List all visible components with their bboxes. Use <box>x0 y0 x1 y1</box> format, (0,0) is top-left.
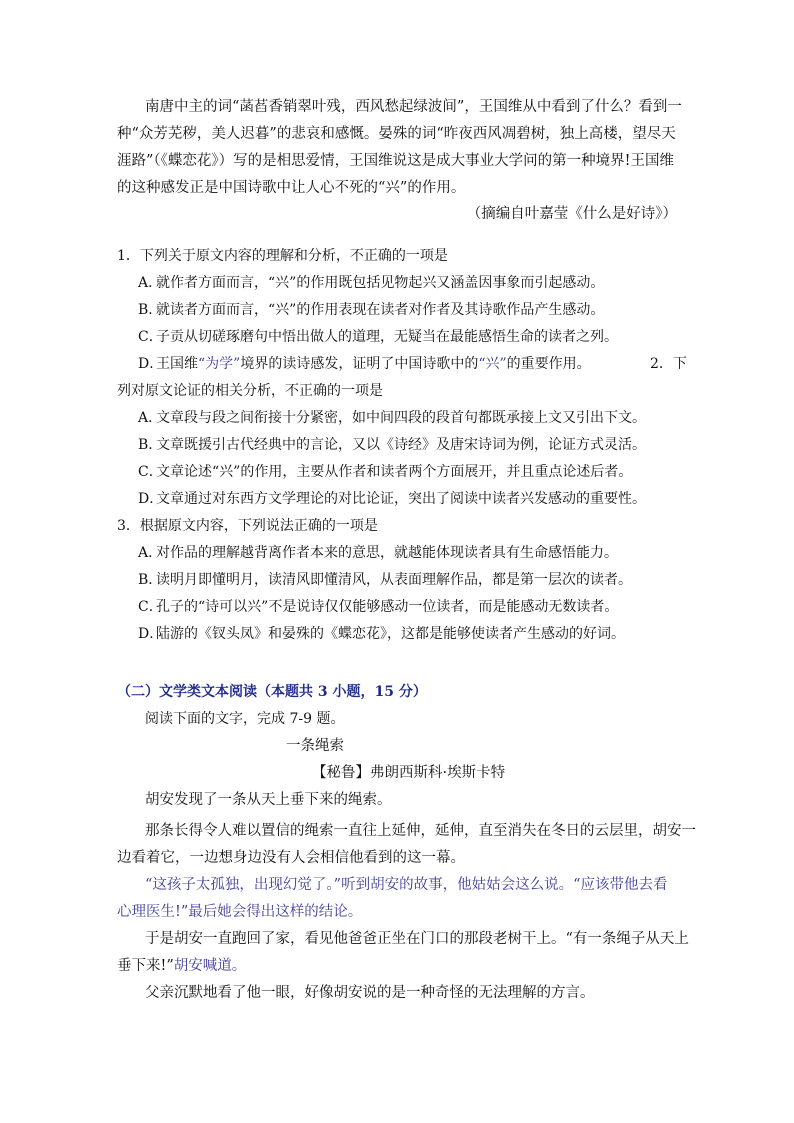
option-text: 就读者方面而言，“兴”的作用表现在读者对作者及其诗歌作品产生感动。 <box>156 302 605 318</box>
story-quote: 垂下来!” <box>117 958 174 974</box>
q1-option-a <box>138 270 683 297</box>
option-letter: A． <box>138 545 163 561</box>
story-speaker: 胡安喊道。 <box>173 958 247 974</box>
story-paragraph-4-line-2 <box>117 953 246 980</box>
option-text: 文章通过对东西方文学理论的对比论证，突出了阅读中读者兴发感动的重要性。 <box>156 491 646 507</box>
story-paragraph-3-line-1: “这孩子太孤独，出现幻觉了。”听到胡安的故事，他姑姑会这么说。“应该带他去看 <box>145 877 668 893</box>
section-instruction: 阅读下面的文字，完成 7-9 题。 <box>145 711 345 727</box>
option-text: 的重要作用。 <box>506 356 591 372</box>
option-text: 王国维 <box>156 356 198 372</box>
story-title: 一条绳索 <box>286 738 344 754</box>
option-text: 文章段与段之间衔接十分紧密，如中间四段的段首句都既承接上文又引出下文。 <box>156 410 646 426</box>
q3-option-b <box>138 567 683 594</box>
passage-line-1: 南唐中主的词“菡萏香销翠叶残，西风愁起绿波间”，王国维从中看到了什么？看到一 <box>145 99 682 115</box>
option-letter: D． <box>138 626 164 642</box>
option-text-quote: “兴” <box>478 356 507 372</box>
passage-line-2: 种“众芳芜秽，美人迟暮”的悲哀和感慨。晏殊的词“昨夜西风凋碧树，独上高楼，望尽天 <box>117 126 676 142</box>
option-letter: B． <box>138 572 163 588</box>
story-paragraph-1: 胡安发现了一条从天上垂下来的绳索。 <box>145 792 392 808</box>
source-citation: （摘编自叶嘉莹《什么是好诗》） <box>466 206 677 222</box>
q3-option-d <box>138 621 683 648</box>
passage-line-3: 涯路”（《蝶恋花》）写的是相思爱情，王国维说这是成大事业大学问的第一种境界!王国维 <box>117 153 674 169</box>
option-text: 子贡从切磋琢磨句中悟出做人的道理，无疑当在最能感悟生命的读者之列。 <box>156 329 618 345</box>
option-letter: B． <box>138 437 163 453</box>
option-text: 陆游的《钗头凤》和晏殊的《蝶恋花》，这都是能够使读者产生感动的好词。 <box>156 626 625 642</box>
option-letter: A． <box>138 275 163 291</box>
story-paragraph-5: 父亲沉默地看了他一眼，好像胡安说的是一种奇怪的无法理解的方言。 <box>145 985 595 1001</box>
q1-option-d <box>138 351 683 378</box>
story-paragraph-4-line-1: 于是胡安一直跑回了家，看见他爸爸正坐在门口的那段老树干上。“有一条绳子从天上 <box>145 931 689 947</box>
q2-option-d <box>138 486 683 513</box>
section-heading: （二）文学类文本阅读（本题共 3 小题，15 分） <box>117 684 427 700</box>
option-text-quote: “为学” <box>198 356 241 372</box>
story-paragraph-2-line-2: 边看着它，一边想身边没有人会相信他看到的这一幕。 <box>117 850 465 866</box>
q2-option-c <box>138 459 683 486</box>
option-letter: D． <box>138 491 164 507</box>
option-text: 对作品的理解越背离作者本来的意思，就越能体现读者具有生命感悟能力。 <box>156 545 618 561</box>
option-letter: D． <box>138 356 164 372</box>
option-text: 就作者方面而言，“兴”的作用既包括见物起兴又涵盖因事象而引起感动。 <box>156 275 605 291</box>
q3-option-c <box>138 594 683 621</box>
option-letter: A． <box>138 410 163 426</box>
question-1-stem: 1．下列关于原文内容的理解和分析，不正确的一项是 <box>117 248 448 264</box>
option-letter: C． <box>138 329 163 345</box>
question-2-stem-start: 2．下 <box>650 356 687 372</box>
option-text: 读明月即懂明月，读清风即懂清风，从表面理解作品，都是第一层次的读者。 <box>156 572 632 588</box>
question-3-stem: 3．根据原文内容，下列说法正确的一项是 <box>117 518 378 534</box>
option-text: 文章论述“兴”的作用，主要从作者和读者两个方面展开，并且重点论述后者。 <box>156 464 633 480</box>
q1-option-c <box>138 324 683 351</box>
story-paragraph-3-line-2: 心理医生!”最后她会得出这样的结论。 <box>117 904 363 920</box>
passage-line-4: 的这种感发正是中国诗歌中让人心不死的“兴”的作用。 <box>117 180 466 196</box>
q1-option-b <box>138 297 683 324</box>
q2-option-b <box>138 432 683 459</box>
q3-option-a <box>138 540 683 567</box>
option-letter: B． <box>138 302 163 318</box>
option-letter: C． <box>138 599 163 615</box>
story-author: 【秘鲁】弗朗西斯科·埃斯卡特 <box>312 765 506 781</box>
story-paragraph-2-line-1: 那条长得令人难以置信的绳索一直往上延伸，延伸，直至消失在冬日的云层里，胡安一 <box>145 823 696 839</box>
option-text: 境界的读诗感发，证明了中国诗歌中的 <box>240 356 479 372</box>
option-text: 文章既援引古代经典中的言论，又以《诗经》及唐宋诗词为例，论证方式灵活。 <box>156 437 646 453</box>
q2-option-a <box>138 405 683 432</box>
option-letter: C． <box>138 464 163 480</box>
question-2-stem: 列对原文论证的相关分析，不正确的一项是 <box>117 383 383 399</box>
option-text: 孔子的“诗可以兴”不是说诗仅仅能够感动一位读者，而是能感动无数读者。 <box>156 599 619 615</box>
